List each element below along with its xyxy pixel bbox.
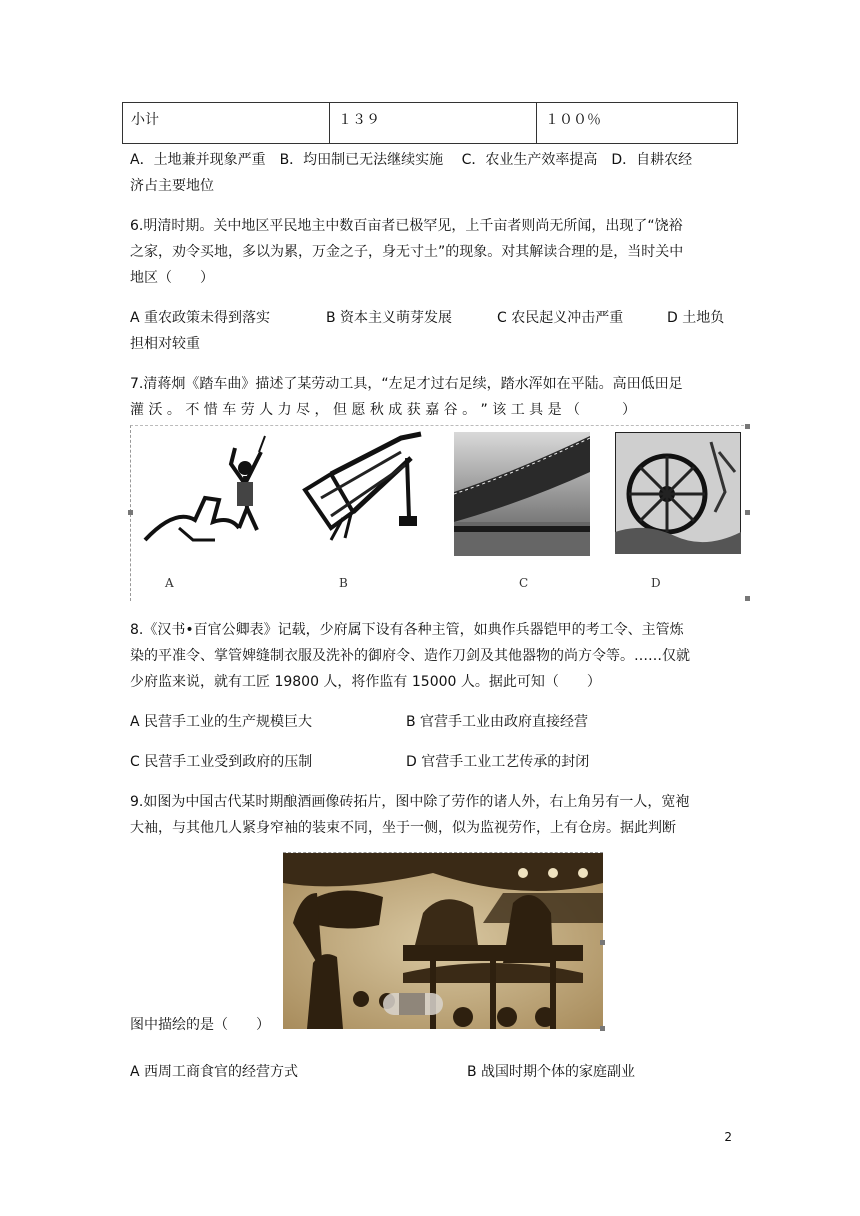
brewing-brick-rubbing [283, 853, 603, 1029]
page-number: 2 [724, 1130, 732, 1144]
q6-option-d-cont: 担相对较重 [130, 336, 200, 352]
q7-stem-line1: 7.清蒋炯《踏车曲》描述了某劳动工具，“左足才过右足续，踏水浑如在平陆。高田低田足 [130, 376, 683, 392]
q6-option-a: A 重农政策未得到落实 [130, 310, 271, 326]
resize-handle-q9-right[interactable] [600, 940, 605, 945]
q9-stem-line1: 9.如图为中国古代某时期酿酒画像砖拓片，图中除了劳作的诸人外，右上角另有一人，宽袍 [130, 794, 690, 810]
q8-stem-line3: 少府监来说，就有工匠 19800 人，将作监有 15000 人。据此可知（ ） [130, 674, 601, 690]
q9-option-a: A 西周工商食官的经营方式 [130, 1064, 299, 1080]
q8-stem-line2: 染的平准令、掌管婢缝制衣服及洗补的御府令、造作刀剑及其他器物的尚方令等。……仅就 [130, 648, 690, 664]
q7-stem-line2: 灌 沃 。 不 惜 车 劳 人 力 尽 ， 但 愿 秋 成 获 嘉 谷 。 ” 该 工 具 是 （ ） [130, 402, 637, 418]
q9-stem-line2: 大袖，与其他几人紧身窄袖的装束不同，坐于一侧，似为监视劳作，上有仓房。据此判断 [130, 820, 676, 836]
q6-stem-line3: 地区（ ） [130, 270, 214, 286]
resize-handle-right[interactable] [745, 510, 750, 515]
table-cell-count: １３９ [330, 103, 537, 144]
q8-option-c: C 民营手工业受到政府的压制 [130, 754, 313, 770]
caption-b: B [339, 576, 348, 590]
statistics-table [122, 102, 738, 144]
resize-handle-bottom-right[interactable] [745, 596, 750, 601]
table-cell-label: 小计 [123, 103, 330, 144]
caption-c: C [519, 576, 529, 590]
water-wheel-woodcut [615, 432, 741, 554]
q6-option-c: C 农民起义冲击严重 [497, 310, 624, 326]
resize-handle-q9-bottom-right[interactable] [600, 1026, 605, 1031]
q8-option-b: B 官营手工业由政府直接经营 [406, 714, 589, 730]
q5-options-line1: A．土地兼并现象严重 B．均田制已无法继续实施 C．农业生产效率提高 D．自耕农经 [130, 152, 693, 168]
q5-options-line2: 济占主要地位 [130, 178, 214, 194]
water-channel-photo [454, 432, 590, 556]
resize-handle-left[interactable] [128, 510, 133, 515]
q6-stem-line2: 之家，劝令买地，多以为累，万金之子，身无寸土”的现象。对其解读合理的是，当时关中 [130, 244, 684, 260]
q6-option-d: D 土地负 [667, 310, 725, 326]
caption-a: A [165, 576, 174, 590]
resize-handle-top-right[interactable] [745, 424, 750, 429]
table-cell-percent: １００％ [537, 103, 738, 144]
waterwheel-frame-illustration [291, 428, 431, 548]
q8-stem-line1: 8.《汉书•百官公卿表》记载，少府属下设有各种主管，如典作兵器铠甲的考工令、主管炼 [130, 622, 684, 638]
q8-option-d: D 官营手工业工艺传承的封闭 [406, 754, 590, 770]
caption-d: D [651, 576, 661, 590]
q9-stem-line3: 图中描绘的是（ ） [130, 1017, 270, 1033]
q6-stem-line1: 6.明清时期。关中地区平民地主中数百亩者已极罕见，上千亩者则尚无所闻，出现了“饶裕 [130, 218, 683, 234]
q7-figure [130, 425, 749, 601]
q9-option-b: B 战国时期个体的家庭副业 [467, 1064, 636, 1080]
q6-option-b: B 资本主义萌芽发展 [326, 310, 453, 326]
table-row [123, 103, 738, 144]
plough-illustration [135, 428, 275, 558]
q9-brewing-rubbing-image [283, 852, 603, 1029]
q8-option-a: A 民营手工业的生产规模巨大 [130, 714, 313, 730]
